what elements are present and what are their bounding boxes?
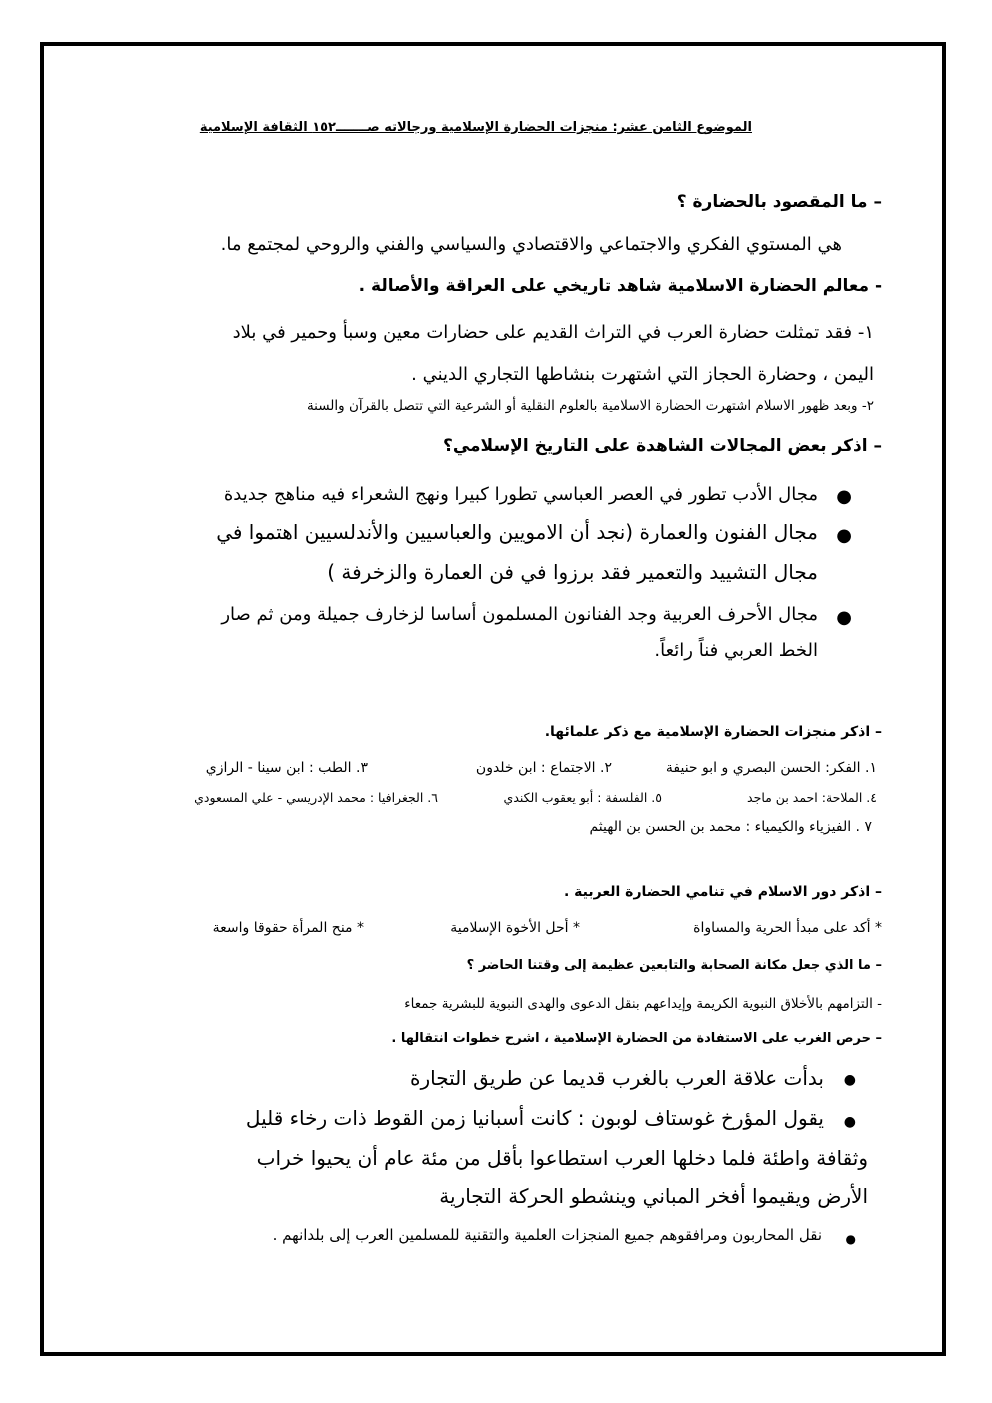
step-lebon-line-3: الأرض ويقيموا أفخر المباني وينشطو الحركة التجارية <box>439 1184 868 1208</box>
bullet-icon: ● <box>843 1114 856 1130</box>
question-achievements: – اذكر منجزات الحضارة الإسلامية مع ذكر علمائها. <box>544 724 882 740</box>
step-lebon-line-2: وثقافة واطئة فلما دخلها العرب استطاعوا بأقل من مئة عام أن يحيوا خراب <box>256 1146 868 1170</box>
step-trade: بدأت علاقة العرب بالغرب قديما عن طريق التجارة <box>410 1066 824 1090</box>
science-philosophy: ٥. الفلسفة : أبو يعقوب الكندي <box>503 790 662 805</box>
role-brotherhood: * أحل الأخوة الإسلامية <box>450 920 580 936</box>
bullet-icon: ● <box>836 525 852 546</box>
step-transfer: نقل المحاربون ومرافقوهم جميع المنجزات العلمية والتقنية للمسلمين العرب إلى بلدانهم . <box>272 1226 822 1244</box>
bullet-architecture-line-2: مجال التشييد والتعمير فقد برزوا في فن العمارة والزخرفة ) <box>327 560 818 584</box>
science-sociology: ٢. الاجتماع : ابن خلدون <box>475 760 612 776</box>
question-landmarks: - معالم الحضارة الاسلامية شاهد تاريخي على العراقة والأصالة . <box>358 276 882 296</box>
bullet-literature: مجال الأدب تطور في العصر العباسي تطورا كبيرا ونهج الشعراء فيه مناهج جديدة <box>223 484 818 505</box>
science-medicine: ٣. الطب : ابن سينا - الرازي <box>205 760 368 776</box>
page-header: الموضوع الثامن عشر: منجزات الحضارة الإسلامية ورجالاته صـــــــ١٥٢ الثقافة الإسلامية <box>199 120 752 135</box>
bullet-architecture-line-1: مجال الفنون والعمارة (نجد أن الامويين والعباسيين والأندلسيين اهتموا في <box>216 520 818 544</box>
science-physics: ٧ . الفيزياء والكيمياء : محمد بن الحسن بن الهيثم <box>589 819 872 835</box>
role-women: * منح المرأة حقوقا واسعة <box>212 920 364 936</box>
bullet-icon: ● <box>836 486 852 507</box>
role-freedom: * أكد على مبدأ الحرية والمساواة <box>693 920 882 936</box>
bullet-icon: ● <box>836 607 852 628</box>
science-thought: ١. الفكر: الحسن البصري و ابو حنيفة <box>665 760 877 776</box>
step-lebon-line-1: يقول المؤرخ غوستاف لوبون : كانت أسبانيا زمن القوط ذات رخاء قليل <box>245 1106 824 1130</box>
question-companions: – ما الذي جعل مكانة الصحابة والتابعين عظيمة إلى وقتنا الحاضر ؟ <box>466 958 882 973</box>
paragraph-2: ٢- وبعد ظهور الاسلام اشتهرت الحضارة الاسلامية بالعلوم النقلية أو الشرعية التي تتصل بالقرآن والسنة <box>306 398 874 414</box>
question-islam-role: – اذكر دور الاسلام في تنامي الحضارة العربية . <box>563 884 882 900</box>
bullet-icon: ● <box>843 1072 856 1088</box>
science-navigation: ٤. الملاحة: احمد بن ماجد <box>747 790 877 805</box>
question-west: – حرص الغرب على الاستفادة من الحضارة الإسلامية ، اشرح خطوات انتقالها . <box>391 1031 882 1046</box>
answer-companions: - التزامهم بالأخلاق النبوية الكريمة وإيداعهم بنقل الدعوى والهدى النبوية للبشرية جمعاء <box>404 996 882 1012</box>
bullet-letters-line-2: الخط العربي فناً رائعاً. <box>654 640 818 661</box>
answer-definition: هي المستوي الفكري والاجتماعي والاقتصادي والسياسي والفني والروحي لمجتمع ما. <box>220 234 842 255</box>
bullet-letters-line-1: مجال الأحرف العربية وجد الفنانون المسلمون أساسا لزخارف جميلة ومن ثم صار <box>221 604 818 625</box>
question-fields: – اذكر بعض المجالات الشاهدة على التاريخ الإسلامي؟ <box>442 436 882 456</box>
science-geography: ٦. الجغرافيا : محمد الإدريسي - علي المسعودي <box>194 790 438 805</box>
paragraph-1-line-1: ١- فقد تمثلت حضارة العرب في التراث القديم على حضارات معين وسبأ وحمير في بلاد <box>232 322 874 343</box>
bullet-icon: ● <box>845 1232 856 1246</box>
paragraph-1-line-2: اليمن ، وحضارة الحجاز التي اشتهرت بنشاطها التجاري الديني . <box>411 364 874 385</box>
question-definition: – ما المقصود بالحضارة ؟ <box>676 192 882 212</box>
